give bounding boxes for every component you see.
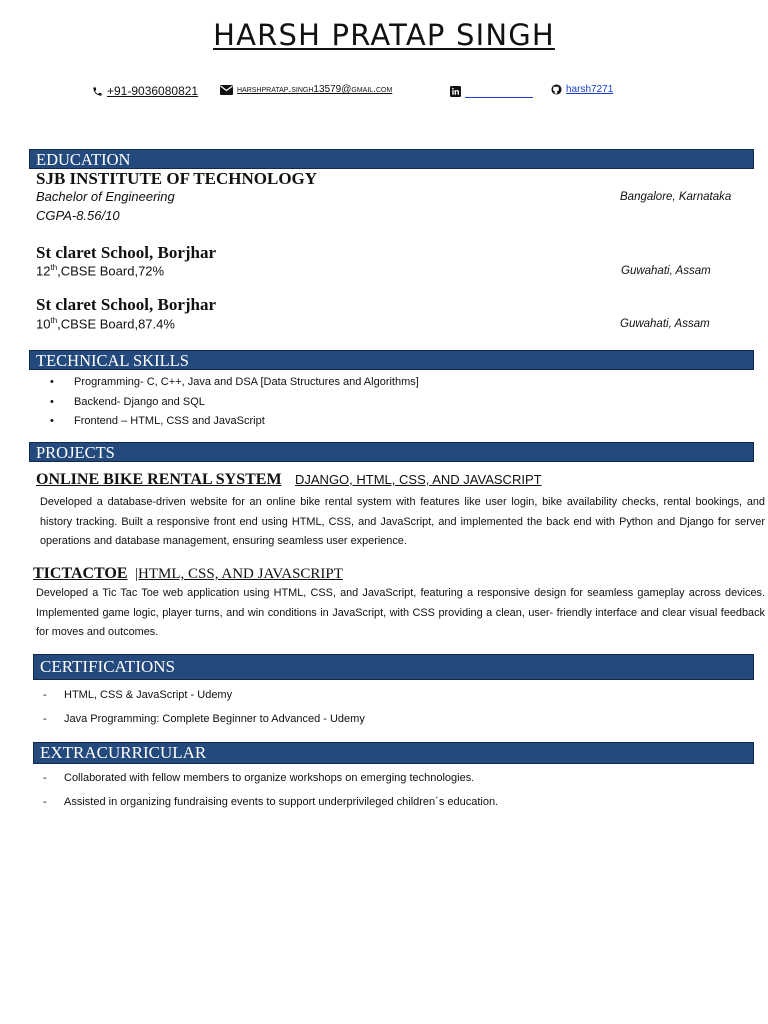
education-heading: EDUCATION bbox=[29, 149, 754, 169]
project-tech: |HTML, CSS, AND JAVASCRIPT bbox=[135, 566, 343, 582]
github-icon bbox=[551, 84, 562, 95]
linkedin-icon bbox=[450, 86, 461, 97]
education-location: Bangalore, Karnataka bbox=[620, 191, 732, 203]
education-school: SJB INSTITUTE OF TECHNOLOGY bbox=[36, 169, 318, 188]
linkedin-link[interactable] bbox=[465, 84, 533, 98]
list-item: • Frontend – HTML, CSS and JavaScript bbox=[36, 415, 736, 435]
email-link[interactable]: harshpratap.singh13579@gmail.com bbox=[237, 84, 393, 95]
extracurricular-list bbox=[29, 772, 749, 820]
project-header bbox=[36, 471, 542, 489]
certifications-heading: CERTIFICATIONS bbox=[33, 654, 754, 680]
resume-name: HARSH PRATAP SINGH bbox=[213, 18, 555, 52]
envelope-icon bbox=[220, 85, 233, 95]
list-item: - Assisted in organizing fundraising events to support underprivileged children´s education. bbox=[29, 796, 749, 820]
skills-heading: TECHNICAL SKILLS bbox=[29, 350, 754, 370]
project-title: ONLINE BIKE RENTAL SYSTEM bbox=[36, 471, 282, 488]
education-grade: CGPA-8.56/10 bbox=[36, 208, 120, 223]
project-description: Developed a database-driven website for an online bike rental system with features like user login, bike availability checks, rental bookings, and history tracking. Built a responsive front end using HTML, CSS, and JavaScript, and implemented the back end with Python and Django for server operations and database management, ensuring seamless user experience. bbox=[40, 496, 765, 547]
project-title: TICTACTOE bbox=[33, 565, 128, 582]
education-school: St claret School, Borjhar bbox=[36, 243, 217, 262]
phone-icon bbox=[92, 86, 103, 97]
github-contact[interactable] bbox=[551, 84, 613, 95]
projects-heading: PROJECTS bbox=[29, 442, 754, 462]
project-description: Developed a Tic Tac Toe web application using HTML, CSS, and JavaScript, featuring a responsive design for seamless gameplay across devices. Implemented game logic, player turns, and win conditions in JavaScript, with CSS providing a clean, user- friendly interface and clear visual feedback for moves and outcomes. bbox=[36, 587, 765, 638]
list-item: - HTML, CSS & JavaScript - Udemy bbox=[29, 689, 749, 713]
linkedin-contact[interactable] bbox=[450, 84, 533, 98]
github-link[interactable]: harsh7271 bbox=[566, 84, 614, 95]
education-school: St claret School, Borjhar bbox=[36, 295, 217, 314]
extracurricular-heading: EXTRACURRICULAR bbox=[33, 742, 754, 764]
education-degree: Bachelor of Engineering bbox=[36, 189, 175, 204]
list-item: - Java Programming: Complete Beginner to Advanced - Udemy bbox=[29, 713, 749, 737]
education-location: Guwahati, Assam bbox=[620, 318, 710, 330]
list-item: • Backend- Django and SQL bbox=[36, 396, 736, 416]
phone-contact[interactable] bbox=[92, 84, 198, 98]
education-grade: 10th,CBSE Board,87.4% bbox=[36, 316, 175, 332]
list-item: • Programming- C, C++, Java and DSA [Data Structures and Algorithms] bbox=[36, 376, 736, 396]
list-item: - Collaborated with fellow members to organize workshops on emerging technologies. bbox=[29, 772, 749, 796]
email-contact[interactable] bbox=[220, 84, 392, 95]
education-location: Guwahati, Assam bbox=[621, 265, 711, 277]
education-grade: 12th,CBSE Board,72% bbox=[36, 263, 165, 279]
skills-list bbox=[36, 376, 736, 435]
phone-link[interactable]: +91-9036080821 bbox=[107, 84, 199, 98]
project-tech: DJANGO, HTML, CSS, AND JAVASCRIPT bbox=[295, 472, 542, 487]
project-header bbox=[33, 565, 343, 583]
certifications-list bbox=[29, 689, 749, 737]
